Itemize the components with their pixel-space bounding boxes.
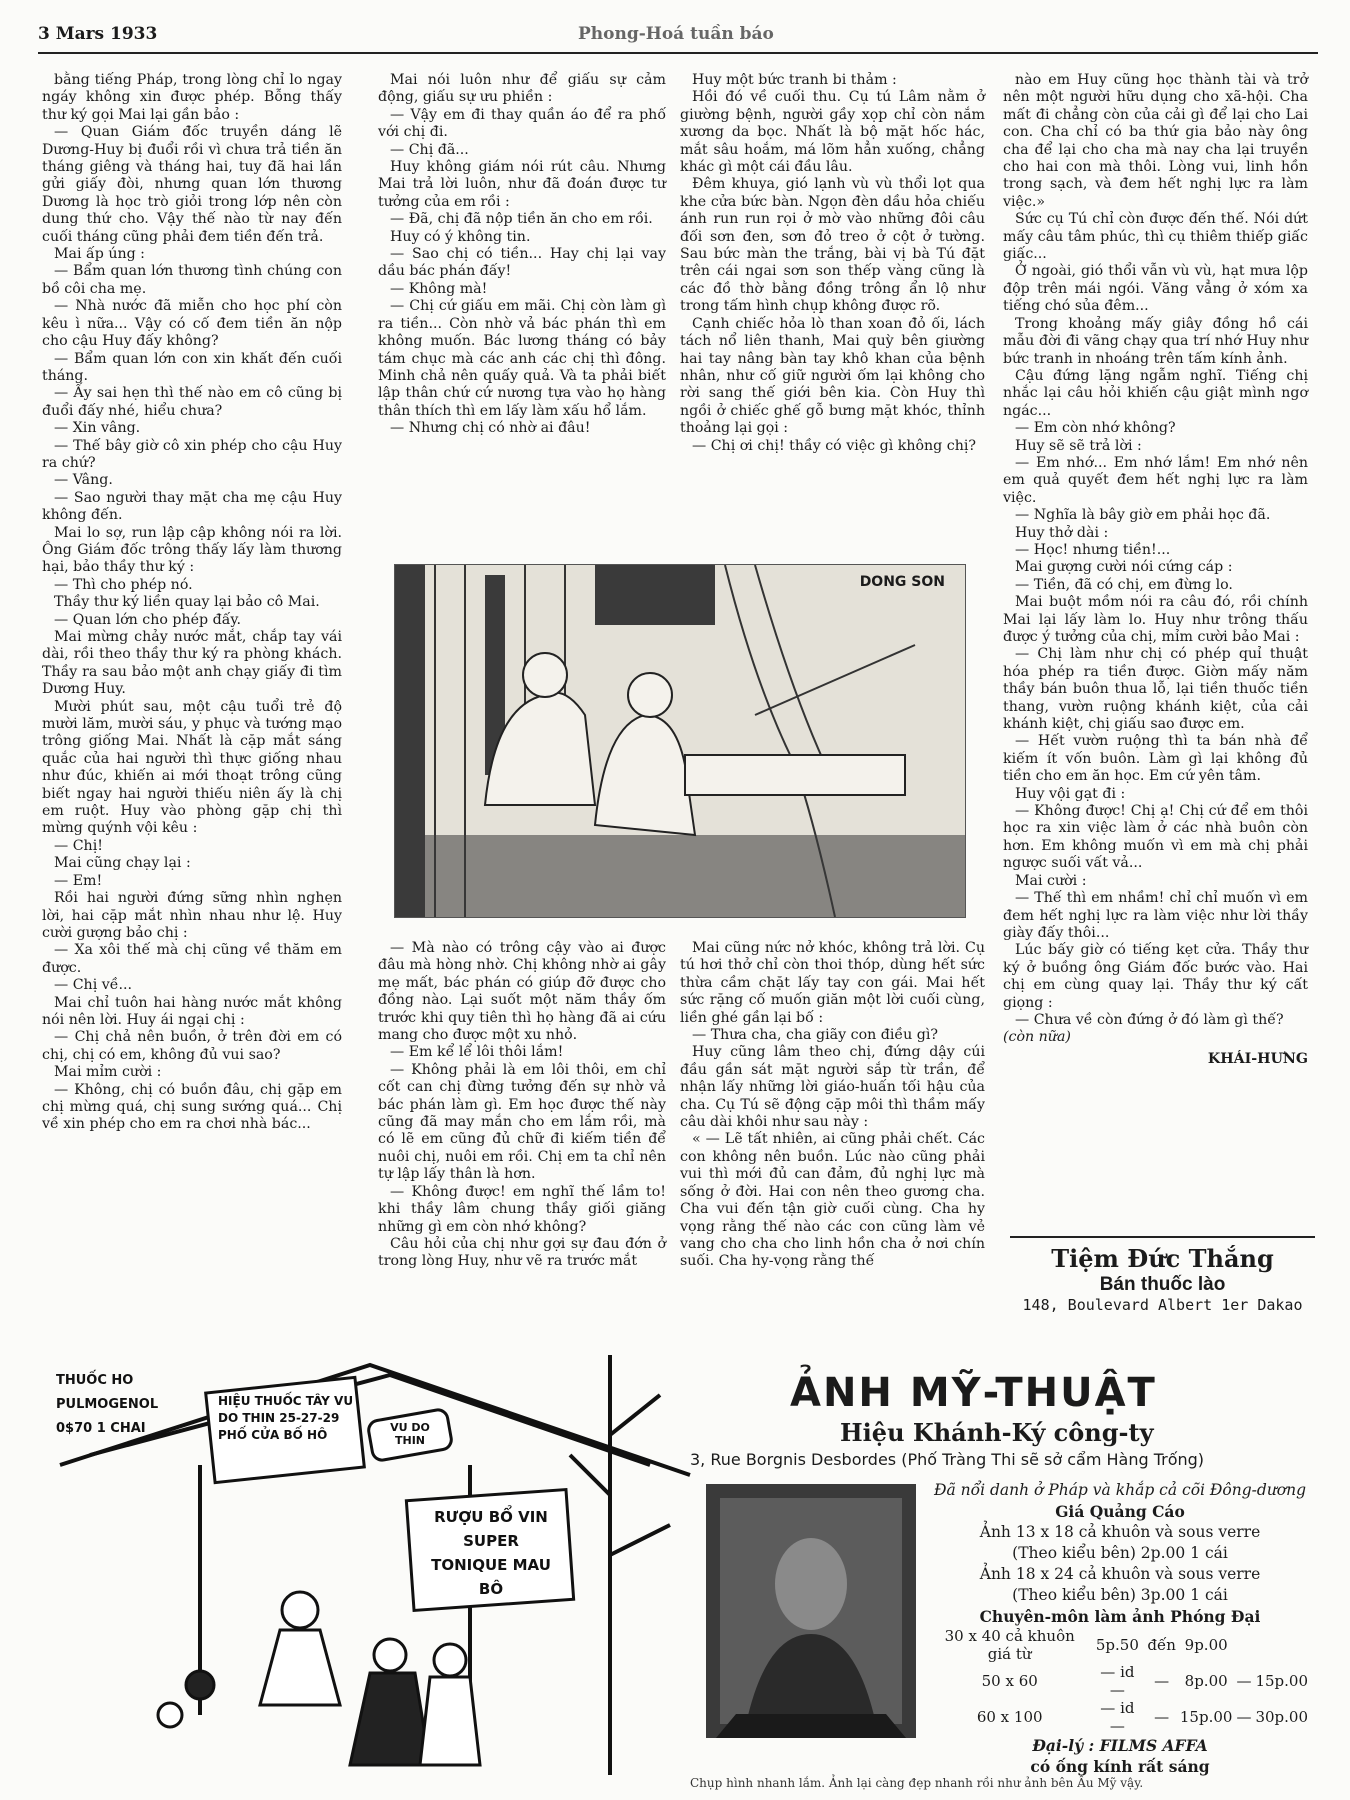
- paragraph: nào em Huy cũng học thành tài và trở nên một người hữu dụng cho xã-hội. Cha mất đi chẳng còn của cải gì để lại cho Lai con. Cha chỉ có ba thứ gia bảo này ông cha để lại cho cha mà nay cha lại truyền cho hai con mà thôi. Lòng vui, linh hồn trong sạch, và đem hết nghị lực ra làm việc.»: [1003, 72, 1308, 210]
- table-cell: 5p.50: [1095, 1636, 1139, 1654]
- paragraph: — Sao người thay mặt cha mẹ cậu Huy không đến.: [42, 489, 342, 524]
- ad-duc-thang-line: Bán thuốc lào: [1099, 1274, 1226, 1295]
- cartoon-sign-bottle: VU DO THIN: [390, 1421, 430, 1447]
- paragraph: Đêm khuya, gió lạnh vù vù thổi lọt qua khe cửa bức bàn. Ngọn đèn dầu hỏa chiếu ánh run run rọi ở mờ vào những đôi câu đối sơn đen, sơn đỏ treo ở cột ở tường. Sau bức màn the trắng, bài vị bà Tú đặt trên cái ngai sơn son thếp vàng cũng là các đồ thờ bằng đồng trông ẩn lộ như trong tấm hình chụp không được rõ.: [680, 176, 985, 315]
- paragraph: — Chị cứ giấu em mãi. Chị còn làm gì ra tiền... Còn nhờ vả bác phán thì em không muốn. Bác lương tháng có bảy tám chục mà các anh các chị thì đông. Minh chả nên quấy quả. Và ta phải biết lập thân chứ cứ nương tựa vào họ hàng thân thích thì em lấy làm xấu hổ lắm.: [378, 298, 666, 419]
- table-cell: 30 x 40 cả khuôn giá từ: [944, 1627, 1075, 1663]
- paragraph: — Tiền, đã có chị, em đừng lo.: [1015, 576, 1233, 593]
- paragraph: Mai cười :: [1015, 872, 1087, 889]
- column-3-lower: [680, 940, 985, 1322]
- paragraph: — Chị làm như chị có phép quỉ thuật hóa phép ra tiền được. Giờn mấy năm thầy bán buôn thua lỗ, lại tiền thuốc tiền thang, vườn ruộng khánh kiệt, của cải khánh kiệt, chị giấu sao được em.: [1003, 646, 1308, 733]
- paragraph: Mười phút sau, một cậu tuổi trẻ độ mười lăm, mười sáu, y phục và tướng mạo trông giống Mai. Nhất là cặp mắt sáng quắc của hai người thì thực giống nhau như đúc, khiến ai mới thoạt trông cũng biết ngay hai người thiếu niên ấy là chị em ruột. Huy vào phòng gặp chị thì mừng quýnh vội kêu :: [42, 698, 342, 837]
- paragraph: — Sao chị có tiền... Hay chị lại vay dầu bác phán đấy!: [378, 246, 666, 280]
- ad-duc-thang-name: Tiệm Đức Thắng: [1051, 1244, 1274, 1273]
- column-2: [378, 72, 666, 542]
- paragraph: — Vậy em đi thay quần áo để ra phố với chị đi.: [378, 106, 666, 141]
- table-cell: — id —: [1100, 1663, 1135, 1699]
- paragraph: — Chị ơi chị! thầy có việc gì không chị?: [692, 437, 976, 454]
- ad-duc-thang: [1010, 1236, 1315, 1314]
- author-byline: KHÁI-HƯNG: [1207, 1050, 1308, 1067]
- column-3: [680, 72, 985, 542]
- cartoon-sign-left: THUỐC HO PULMOGENOL 0$70 1 CHAI: [56, 1373, 159, 1436]
- paragraph: Cạnh chiếc hỏa lò than xoan đỏ ối, lách tách nổ liên thanh, Mai quỳ bên giường hai tay nâng bàn tay khô khan của bệnh nhân, như cố giữ người ốm lại không cho rời sang thế giới bên kia. Còn Huy thì ngồi ở chiếc ghế gỗ bưng mặt khóc, thỉnh thoảng lại gọi :: [680, 315, 985, 437]
- table-cell: đến: [1147, 1636, 1176, 1654]
- table-cell: 8p.00: [1184, 1672, 1228, 1690]
- ad-anh-tagline: Đã nổi danh ở Pháp và khắp cả cõi Đông-dương: [933, 1481, 1307, 1499]
- table-cell: — id —: [1100, 1699, 1135, 1735]
- ad-anh-portrait-photo: [706, 1484, 916, 1738]
- paragraph: Huy vội gạt đi :: [1015, 785, 1126, 802]
- ad-duc-thang-address: 148, Boulevard Albert 1er Dakao: [1022, 1296, 1303, 1314]
- paragraph: — Em!: [54, 872, 103, 889]
- paragraph: — Em nhớ... Em nhớ lắm! Em nhớ nên em quả quyết đem hết nghị lực ra làm việc.: [1003, 454, 1308, 506]
- paragraph: Lúc bấy giờ có tiếng kẹt cửa. Thầy thư ký ở buồng ông Giám đốc bước vào. Hai chị em cùng quay lại. Thầy thư ký cất giọng :: [1003, 942, 1308, 1011]
- paragraph: — Thì cho phép nó.: [54, 576, 193, 593]
- cartoon-sign-main: HIỆU THUỐC TÂY VU DO THIN 25-27-29 PHỐ CỬA BỐ HÔ: [218, 1394, 354, 1442]
- ad-anh-price-1b: (Theo kiểu bên) 2p.00 1 cái: [1012, 1544, 1228, 1562]
- paragraph: Huy sẽ sẽ trả lời :: [1015, 437, 1142, 454]
- cartoon-sign-wine: RƯỢU BỔ VIN SUPER TONIQUE MAU BÔ: [431, 1508, 551, 1598]
- table-cell: 60 x 100: [976, 1708, 1043, 1726]
- paragraph: Huy có ý không tin.: [390, 228, 531, 245]
- paragraph: Mai mỉm cười :: [54, 1064, 162, 1081]
- paragraph: Hồi đó về cuối thu. Cụ tú Lâm nằm ở giường bệnh, người gầy xọp chỉ còn nắm xương da bọc. Nhất là bộ mặt hốc hác, mắt sâu hoắm, má lõm hẳn xuống, chẳng khác gì một cái đầu lâu.: [680, 89, 985, 176]
- paragraph: — Không mà!: [390, 280, 488, 297]
- paragraph: Cậu đứng lặng ngẫm nghĩ. Tiếng chị nhắc lại câu hỏi khiến cậu giật mình ngơ ngác...: [1003, 367, 1308, 419]
- paragraph: — Em kể lể lôi thôi lắm!: [390, 1044, 564, 1061]
- paragraph: — Thế thì em nhầm! chỉ chỉ muốn vì em đem hết nghị lực ra làm việc như lời thầy giày đấy thôi...: [1003, 890, 1308, 941]
- paragraph: — Không, chị có buồn đâu, chị gặp em chị mừng quá, chị sung sướng quá... Chị về xin phép cho em ra chơi nhà bác...: [42, 1081, 342, 1133]
- paragraph: — Thưa cha, cha giãy con điều gì?: [692, 1027, 938, 1044]
- paragraph: — Nghĩa là bây giờ em phải học đã.: [1015, 507, 1271, 524]
- table-row: [930, 1627, 1310, 1663]
- page-header: [38, 22, 1318, 52]
- paragraph: Huy thở dài :: [1015, 524, 1109, 541]
- paragraph: — Chị!: [54, 837, 103, 854]
- paragraph: — Chị chả nên buồn, ở trên đời em có chị, chị có em, không đủ vui sao?: [42, 1029, 342, 1063]
- paragraph: — Vâng.: [54, 472, 113, 489]
- paragraph: — Mà nào có trông cậy vào ai được đâu mà hòng nhờ. Chị không nhờ ai gây mẹ mất, bác phán có giúp đỡ được cho đồng nào. Lại suốt một năm thầy ốm trước khi quy tiên thì họ hàng đã ai cứu mang cho được một xu nhỏ.: [378, 940, 666, 1044]
- paragraph: Mai cũng nức nở khóc, không trả lời. Cụ tú hơi thở chỉ còn thoi thóp, dùng hết sức thừa cầm chặt lấy tay con gái. Mai hết sức rặng cố muốn giăn một lời cuối cùng, liền ghé gần lại bố :: [680, 940, 985, 1026]
- header-date: 3 Mars 1933: [38, 24, 158, 44]
- ad-anh-title: ẢNH MỸ-THUẬT: [790, 1370, 1157, 1416]
- paragraph: Mai buột mồm nói ra câu đó, rồi chính Mai lại lấy làm lo. Huy như trông thấu được ý tưởng của chị, mỉm cười bảo Mai :: [1003, 594, 1308, 645]
- ad-anh-my-thuat: [690, 1370, 1320, 1790]
- story-illustration: [394, 564, 966, 918]
- paragraph: — Chị đã...: [390, 141, 469, 158]
- paragraph: — Em còn nhớ không?: [1015, 420, 1176, 437]
- paragraph: — Chưa về còn đứng ở đó làm gì thế?: [1015, 1011, 1284, 1028]
- paragraph: — Xin vâng.: [54, 420, 141, 437]
- header-paper-name: Phong-Hoá tuần báo: [578, 24, 774, 44]
- paragraph: — Thế bây giờ cô xin phép cho cậu Huy ra chứ?: [42, 437, 342, 471]
- paragraph: Mai mừng chảy nước mắt, chắp tay vái dài, rồi theo thầy thư ký ra phòng khách. Thầy ra sau bảo một anh chạy giấy đi tìm Dương Huy.: [42, 629, 342, 698]
- paragraph: Huy một bức tranh bi thảm :: [692, 72, 897, 88]
- ad-anh-enlarge-head: Chuyên-môn làm ảnh Phóng Đại: [979, 1607, 1261, 1626]
- table-cell: 15p.00: [1179, 1708, 1233, 1726]
- paragraph: — Bẩm quan lớn con xin khất đến cuối tháng.: [42, 350, 342, 384]
- paragraph: Mai chỉ tuôn hai hàng nước mắt không nói nên lời. Huy ái ngại chị :: [42, 994, 342, 1028]
- ad-anh-agent: Đại-lý : FILMS AFFA: [1032, 1736, 1208, 1755]
- ad-anh-footer: Chụp hình nhanh lắm. Ảnh lại càng đẹp nhanh rồi như ảnh bên Âu Mỹ vậy.: [690, 1776, 1144, 1790]
- paragraph: Rồi hai người đứng sững nhìn nghẹn lời, hai cặp mắt nhìn nhau như lệ. Huy cười gượng bảo chị :: [42, 890, 342, 941]
- ad-anh-address: 3, Rue Borgnis Desbordes (Phố Tràng Thi sẽ sở cẩm Hàng Trống): [690, 1450, 1205, 1469]
- table-cell: —: [1236, 1708, 1252, 1726]
- paragraph: Thầy thư ký liền quay lại bảo cô Mai.: [54, 594, 320, 611]
- ad-anh-agent-note: có ống kính rất sáng: [1030, 1757, 1210, 1776]
- table-cell: 50 x 60: [981, 1672, 1038, 1690]
- paragraph: — Xa xôi thế mà chị cũng về thăm em được.: [42, 942, 342, 976]
- ad-anh-price-2: Ảnh 18 x 24 cả khuôn và sous verre: [979, 1565, 1261, 1583]
- ad-anh-enlarge-table: [930, 1627, 1310, 1735]
- column-4: [1003, 72, 1308, 1212]
- paragraph: — Chị về...: [54, 977, 133, 994]
- table-row: [930, 1699, 1310, 1735]
- pharmacy-cartoon-ad: [50, 1355, 700, 1775]
- table-row: [930, 1663, 1310, 1699]
- paragraph: — Quan Giám đốc truyền dáng lẽ Dương-Huy bị đuổi rồi vì chưa trả tiền ăn tháng giêng và tháng hai, tuy đã hai lần gửi giấy đòi, nhưng quan lớn thương Dương là học trò giỏi trong lớp nên còn dung thứ cho. Vậy thế nào từ nay đến cuối tháng cũng phải đem tiền đến trả.: [42, 124, 342, 245]
- paragraph: Trong khoảng mấy giây đồng hồ cái mẫu đời đi vãng chạy qua trí nhớ Huy như bức tranh in nhoáng trên tấm kính ảnh.: [1003, 315, 1308, 367]
- paragraph: Mai lo sợ, run lập cập không nói ra lời. Ông Giám đốc trông thấy lấy làm thương hại, bảo thầy thư ký :: [42, 524, 342, 576]
- portrait-drawing: [706, 1484, 916, 1738]
- paragraph: — Nhưng chị có nhờ ai đâu!: [390, 420, 591, 437]
- paragraph: — Quan lớn cho phép đấy.: [54, 611, 242, 628]
- column-4-text: [1003, 72, 1308, 1029]
- ad-anh-price-head: Giá Quảng Cáo: [1055, 1502, 1185, 1521]
- illustration-drawing: [395, 565, 965, 917]
- paragraph: Mai ấp úng :: [54, 246, 145, 263]
- ad-anh-price-1: Ảnh 13 x 18 cả khuôn và sous verre: [979, 1523, 1261, 1541]
- paragraph: — Không phải là em lôi thôi, em chỉ cốt can chị đừng tưởng đến sự nhờ vả bác phán làm gì. Em học được thế này cũng đã may mắn cho em lắm rồi, mà có lẽ em cũng đủ chữ đi kiếm tiền để nuôi chị, nuôi em rồi. Chị em ta chỉ nên tự lập lấy thân là hơn.: [378, 1061, 666, 1183]
- illustration-signature: DONG SON: [859, 574, 945, 590]
- paragraph: Mai gượng cười nói cứng cáp :: [1015, 559, 1233, 576]
- paragraph: Ở ngoài, gió thổi vẫn vù vù, hạt mưa lộp độp trên mái ngói. Văng vẳng ở xóm xa tiếng chó sủa đêm...: [1003, 263, 1308, 315]
- paragraph: — Hết vườn ruộng thì ta bán nhà để kiếm ít vốn buôn. Làm gì lại không đủ tiền cho em ăn học. Em cứ yên tâm.: [1003, 733, 1308, 785]
- paragraph: — Bẩm quan lớn thương tình chúng con bồ côi cha mẹ.: [42, 263, 342, 297]
- paragraph: bằng tiếng Pháp, trong lòng chỉ lo ngay ngáy không xin được phép. Bỗng thấy thư ký gọi Mai lại gần bảo :: [42, 72, 342, 123]
- paragraph: — Không được! em nghĩ thế lầm to! khi thầy lâm chung thầy giối giăng những gì em còn nhớ không?: [378, 1183, 666, 1235]
- continued-note: (còn nữa): [1003, 1029, 1071, 1046]
- paragraph: — Học! nhưng tiền!...: [1015, 541, 1171, 558]
- column-1: [42, 72, 342, 1322]
- table-cell: 30p.00: [1255, 1708, 1308, 1726]
- paragraph: Huy không giám nói rút câu. Nhưng Mai trả lời luôn, như đã đoán được tư tưởng của em rồi :: [378, 159, 666, 210]
- table-cell: —: [1236, 1672, 1252, 1690]
- ad-anh-pricing: [930, 1480, 1310, 1777]
- paragraph: « — Lẽ tất nhiên, ai cũng phải chết. Các con không nên buồn. Lúc nào cũng phải vui thì mới đủ can đảm, đủ nghị lực mà sống ở đời. Hai con nên theo gương cha. Cha vui đến tận giờ cuối cùng. Cha hy vọng rằng thế nào các con cũng làm vẻ vang cho cha cho linh hồn cha ở nơi chín suối. Cha hy-vọng rằng thế: [680, 1131, 985, 1270]
- paragraph: — Đã, chị đã nộp tiền ăn cho em rồi.: [390, 211, 653, 228]
- paragraph: — Ấy sai hẹn thì thế nào em cô cũng bị đuổi đấy nhé, hiểu chưa?: [42, 385, 342, 419]
- paragraph: Sức cụ Tú chỉ còn được đến thế. Nói dứt mấy câu tâm phúc, thì cụ thiêm thiếp giấc giấc...: [1003, 211, 1308, 263]
- header-rule: [38, 52, 1318, 54]
- paragraph: — Không được! Chị ạ! Chị cứ để em thôi học ra xin việc làm ở các nhà buôn còn hơn. Em không muốn vì em mà chị phải ngược suối vất vả...: [1003, 803, 1308, 872]
- paragraph: Huy cũng lâm theo chị, đứng dậy cúi đầu gần sát mặt người sắp từ trần, để nhận lấy những lời giáo-huấn tối hậu của cha. Cụ Tú sẽ động cặp môi thì thầm mấy câu dài khôi như sau này :: [680, 1044, 985, 1131]
- paragraph: — Nhà nước đã miễn cho học phí còn kêu ì nữa... Vậy có cố đem tiền ăn nộp cho cậu Huy đấy không?: [42, 298, 342, 350]
- ad-anh-price-2b: (Theo kiểu bên) 3p.00 1 cái: [1012, 1586, 1228, 1604]
- paragraph: Mai cũng chạy lại :: [54, 855, 191, 872]
- paragraph: Mai nói luôn như để giấu sự cảm động, giấu sự ưu phiền :: [378, 72, 666, 106]
- table-cell: 9p.00: [1184, 1636, 1228, 1654]
- column-2-lower: [378, 940, 666, 1322]
- ad-anh-subtitle: Hiệu Khánh-Ký công-ty: [840, 1418, 1154, 1447]
- paragraph: Câu hỏi của chị như gợi sự đau đớn ở trong lòng Huy, như vẽ ra trước mắt: [378, 1235, 666, 1270]
- table-cell: —: [1154, 1672, 1170, 1690]
- table-cell: 15p.00: [1255, 1672, 1308, 1690]
- table-cell: —: [1154, 1708, 1170, 1726]
